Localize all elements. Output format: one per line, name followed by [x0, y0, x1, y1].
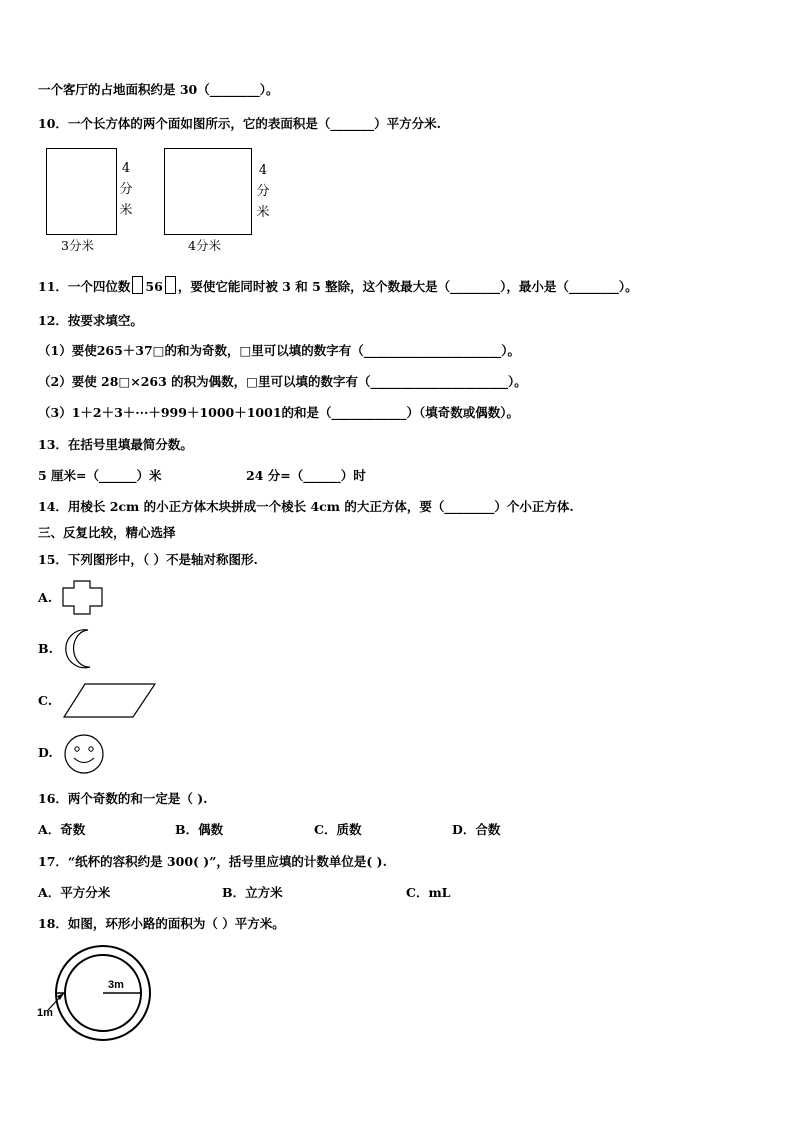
rect1-bottom-label: 3分米	[61, 238, 94, 253]
question-12-2: （2）要使 28□×263 的积为偶数，□里可以填的数字有（______________________）。	[38, 374, 527, 389]
q16-option-b: B．偶数	[175, 822, 224, 837]
question-11	[38, 276, 638, 295]
digit-box	[132, 276, 143, 294]
question-10: 10．一个长方体的两个面如图所示，它的表面积是（_______）平方分米.	[38, 116, 441, 131]
question-13-a: 5 厘米=（______）米	[38, 468, 162, 483]
rect2-side-char: 米	[256, 205, 270, 220]
q16-option-a: A．奇数	[38, 822, 86, 837]
rect-face-2	[164, 148, 252, 235]
cross-shape-icon	[62, 580, 104, 616]
q11-prefix: 11．一个四位数	[38, 279, 131, 294]
question-16: 16．两个奇数的和一定是（ ).	[38, 791, 208, 806]
question-13: 13．在括号里填最简分数。	[38, 437, 193, 452]
question-13-b: 24 分=（______）时	[246, 468, 366, 483]
q15-option-c-label: C.	[38, 693, 53, 708]
parallelogram-icon	[63, 683, 157, 719]
digit-box	[165, 276, 176, 294]
rect2-bottom-label: 4分米	[188, 238, 221, 253]
q11-suffix: ，要使它能同时被 3 和 5 整除，这个数最大是（________），最小是（________）。	[177, 279, 638, 294]
q17-option-c: C．mL	[406, 885, 451, 900]
question-17: 17．“纸杯的容积约是 300( )”，括号里应填的计数单位是( ).	[38, 854, 387, 869]
section-3-heading: 三、反复比较，精心选择	[38, 525, 176, 540]
crescent-moon-icon	[62, 628, 96, 670]
question-12-1: （1）要使265＋37□的和为奇数，□里可以填的数字有（______________________）。	[38, 343, 521, 358]
inner-radius-label: 3m	[108, 979, 124, 991]
rect1-side-label	[118, 158, 134, 221]
question-18: 18．如图，环形小路的面积为（ ）平方米。	[38, 916, 285, 931]
q15-option-b-label: B.	[38, 641, 53, 656]
rect-face-1	[46, 148, 117, 235]
rect2-side-char: 分	[256, 184, 270, 199]
rect1-side-char: 4	[121, 161, 131, 176]
question-14: 14．用棱长 2cm 的小正方体木块拼成一个棱长 4cm 的大正方体，要（________）个小正方体.	[38, 499, 574, 514]
q16-option-d: D．合数	[452, 822, 501, 837]
q15-option-d-label: D.	[38, 745, 53, 760]
rect1-side-char: 米	[119, 203, 133, 218]
smiley-face-icon	[63, 734, 105, 774]
question-12-3: （3）1＋2＋3＋···＋999＋1000＋1001的和是（____________）（填奇数或偶数）。	[38, 405, 520, 420]
rect2-side-char: 4	[258, 163, 268, 178]
question-9-tail: 一个客厅的占地面积约是 30（________）。	[38, 82, 279, 97]
q16-option-c: C．质数	[314, 822, 362, 837]
q17-option-a: A．平方分米	[38, 885, 111, 900]
ring-width-label: 1m	[37, 1007, 53, 1019]
q17-option-b: B．立方米	[222, 885, 283, 900]
rect2-side-label	[255, 160, 271, 223]
ring-path-figure	[36, 944, 156, 1044]
rect1-side-char: 分	[119, 182, 133, 197]
question-12: 12．按要求填空。	[38, 313, 143, 328]
question-15: 15．下列图形中，（ ）不是轴对称图形.	[38, 552, 258, 567]
q11-digits: 56	[145, 279, 163, 294]
q15-option-a-label: A.	[38, 590, 53, 605]
